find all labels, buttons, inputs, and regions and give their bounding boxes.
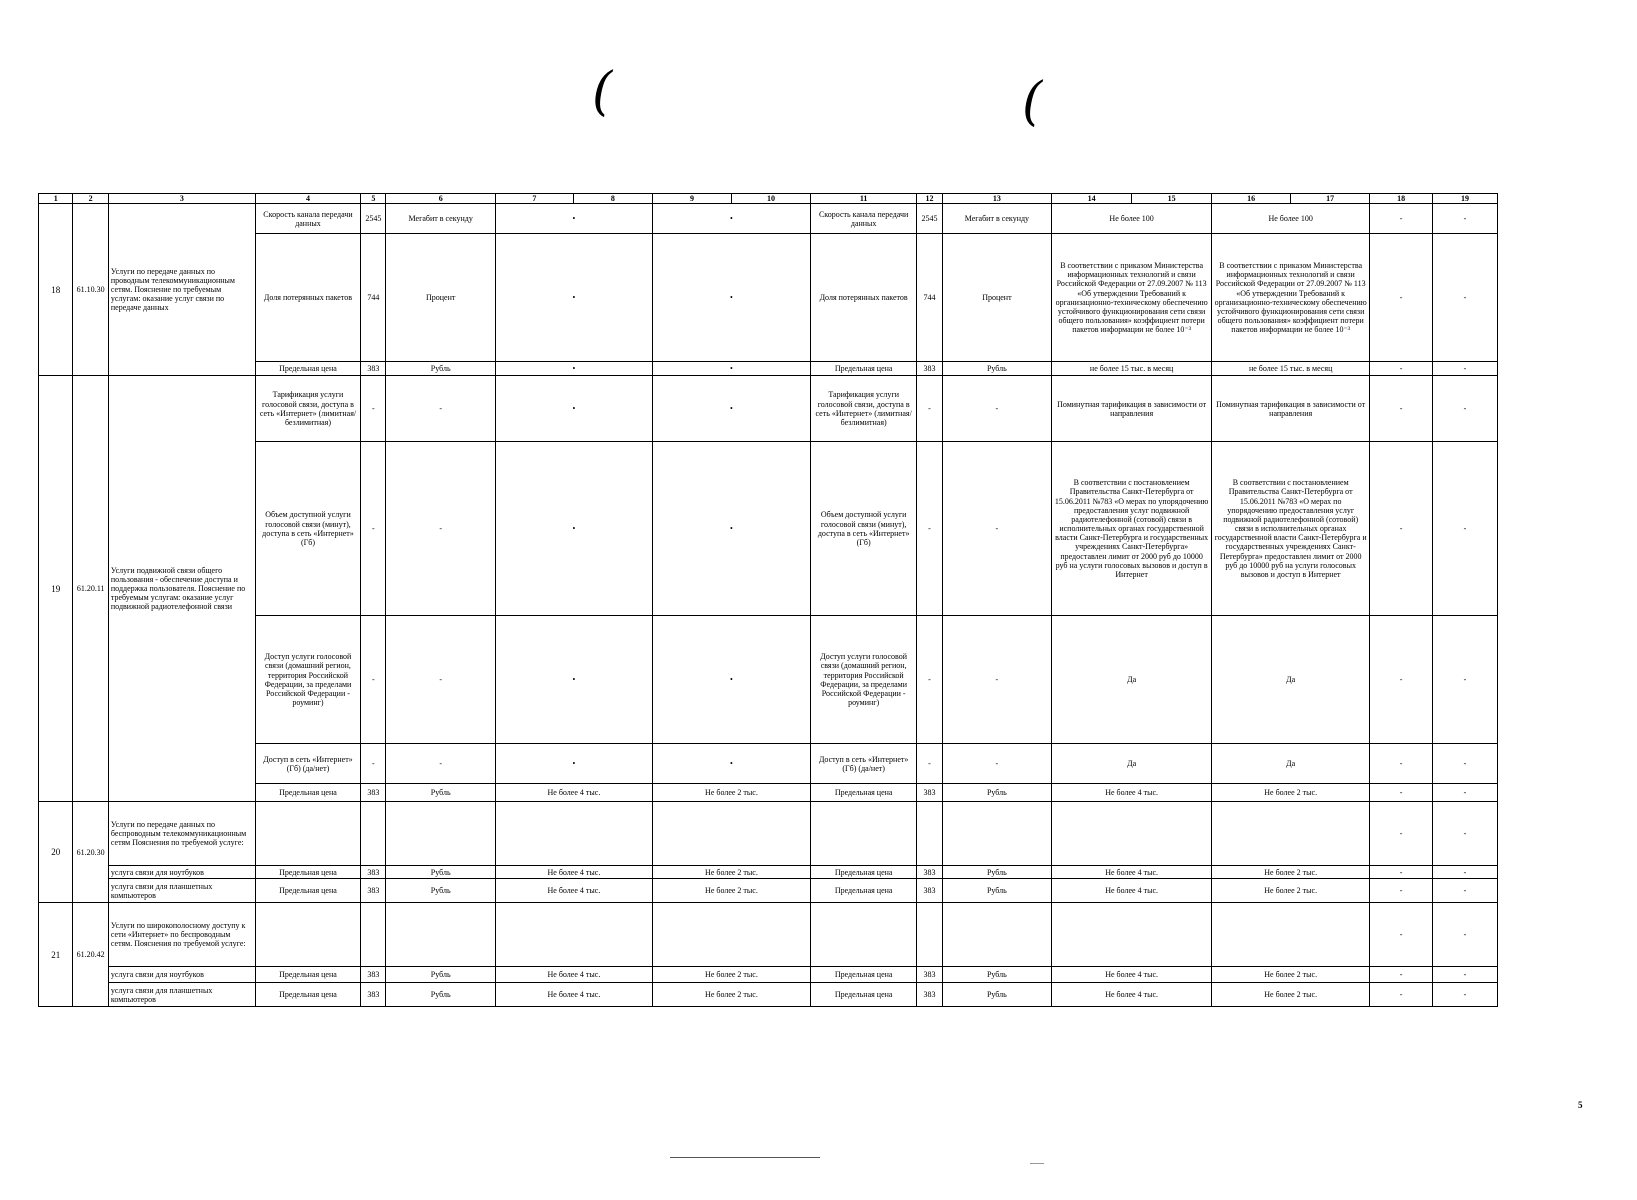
dash-cell: -	[1370, 376, 1433, 442]
table-row	[39, 879, 1498, 903]
table-row	[39, 983, 1498, 1007]
characteristic: Объем доступной услуги голосовой связи (минут), доступа в сеть «Интернет» (Гб)	[810, 442, 916, 616]
empty-cell	[386, 802, 495, 866]
col-header: 15	[1132, 194, 1212, 204]
characteristic: Предельная цена	[810, 983, 916, 1007]
value-cell: Не более 2 тыс.	[652, 784, 810, 802]
characteristic: Предельная цена	[810, 784, 916, 802]
value-cell: Не более 4 тыс.	[1052, 879, 1212, 903]
okei-code: 744	[917, 234, 942, 362]
empty-cell	[942, 903, 1051, 967]
dash-cell: -	[1433, 234, 1498, 362]
characteristic: Доступ в сеть «Интернет» (Гб) (да/нет)	[255, 744, 360, 784]
row-number: 18	[39, 204, 73, 376]
okpd-code: 61.20.11	[73, 376, 108, 802]
unit: Рубль	[942, 967, 1051, 983]
okei-code: 383	[361, 784, 386, 802]
dash-cell: -	[1370, 903, 1433, 967]
characteristic: Скорость канала передачи данных	[255, 204, 360, 234]
value-cell: Не более 4 тыс.	[495, 967, 652, 983]
handwritten-paren-left: (	[592, 62, 613, 122]
unit: Рубль	[942, 879, 1051, 903]
dash-cell: -	[1370, 234, 1433, 362]
dot-cell: •	[495, 442, 652, 616]
dash-cell: -	[1433, 866, 1498, 879]
dash-cell: -	[361, 616, 386, 744]
dot-cell: •	[652, 376, 810, 442]
dash-cell: -	[1433, 802, 1498, 866]
col-header: 13	[942, 194, 1051, 204]
dash-cell: -	[1370, 879, 1433, 903]
value-cell: Поминутная тарификация в зависимости от направления	[1052, 376, 1212, 442]
dash-cell: -	[1370, 967, 1433, 983]
value-cell: Не более 4 тыс.	[1052, 866, 1212, 879]
dash-cell: -	[386, 376, 495, 442]
characteristic: Объем доступной услуги голосовой связи (минут), доступа в сеть «Интернет» (Гб)	[255, 442, 360, 616]
value-cell: В соответствии с постановлением Правительства Санкт-Петербурга от 15.06.2011 №783 «О мерах по упорядочению предоставления услуг подвижной радиотелефонной (сотовой) связи в исполнительных органах государственной власти Санкт-Петербурга и государственных учреждениях Санкт-Петербурга» предоставлен лимит от 2000 руб до 10000 руб на услуги голосовых вызовов и доступ в Интернет	[1052, 442, 1212, 616]
dash-cell: -	[361, 442, 386, 616]
col-header: 16	[1212, 194, 1291, 204]
service-name: Услуги по передаче данных по проводным телекоммуникационным сетям. Пояснение по требуемым услугам: оказание услуг связи по передаче данных	[108, 204, 255, 376]
row-number: 20	[39, 802, 73, 903]
col-header: 3	[108, 194, 255, 204]
dot-cell: •	[652, 234, 810, 362]
dash-cell: -	[1370, 616, 1433, 744]
value-cell: Не более 2 тыс.	[652, 879, 810, 903]
col-header: 7	[495, 194, 573, 204]
dash-cell: -	[1370, 204, 1433, 234]
handwritten-paren-right: (	[1022, 72, 1043, 132]
dot-cell: •	[495, 204, 652, 234]
value-cell: Не более 2 тыс.	[1212, 983, 1370, 1007]
dash-cell: -	[917, 744, 942, 784]
value-cell: Не более 2 тыс.	[1212, 967, 1370, 983]
empty-cell	[917, 903, 942, 967]
table-row	[39, 784, 1498, 802]
empty-cell	[652, 802, 810, 866]
dash-cell: -	[1433, 744, 1498, 784]
empty-cell	[942, 802, 1051, 866]
characteristic: Предельная цена	[255, 784, 360, 802]
dash-cell: -	[1370, 362, 1433, 376]
okei-code: 383	[361, 362, 386, 376]
dash-cell: -	[917, 376, 942, 442]
dash-cell: -	[1433, 983, 1498, 1007]
dash-cell: -	[1433, 442, 1498, 616]
unit: Процент	[942, 234, 1051, 362]
unit: Мегабит в секунду	[942, 204, 1051, 234]
table-row	[39, 744, 1498, 784]
col-header: 19	[1433, 194, 1498, 204]
value-cell: Не более 4 тыс.	[1052, 983, 1212, 1007]
okei-code: 2545	[361, 204, 386, 234]
empty-cell	[810, 802, 916, 866]
unit: Рубль	[386, 362, 495, 376]
col-header: 8	[573, 194, 652, 204]
characteristic: Доля потерянных пакетов	[810, 234, 916, 362]
okei-code: 383	[917, 983, 942, 1007]
empty-cell	[810, 903, 916, 967]
col-header: 5	[361, 194, 386, 204]
requirements-table	[38, 193, 1498, 1007]
service-name: Услуги подвижной связи общего пользования - обеспечение доступа и поддержка пользователя. Пояснение по требуемым услугам: оказание услуг подвижной радиотелефонной связи	[108, 376, 255, 802]
dot-cell: •	[495, 616, 652, 744]
unit: Рубль	[942, 362, 1051, 376]
empty-cell	[361, 903, 386, 967]
okei-code: 383	[361, 967, 386, 983]
dash-cell: -	[1370, 744, 1433, 784]
unit: Процент	[386, 234, 495, 362]
okei-code: 383	[361, 879, 386, 903]
empty-cell	[255, 802, 360, 866]
empty-cell	[1212, 802, 1370, 866]
col-header: 11	[810, 194, 916, 204]
table-row	[39, 903, 1498, 967]
table-row	[39, 204, 1498, 234]
dash-cell: -	[386, 616, 495, 744]
dash-cell: -	[1433, 204, 1498, 234]
value-cell: не более 15 тыс. в месяц	[1052, 362, 1212, 376]
value-cell: Не более 100	[1212, 204, 1370, 234]
value-cell: Не более 4 тыс.	[495, 879, 652, 903]
dot-cell: •	[652, 744, 810, 784]
dash-cell: -	[1433, 903, 1498, 967]
dash-cell: -	[942, 616, 1051, 744]
table-row	[39, 234, 1498, 362]
value-cell: Не более 4 тыс.	[495, 983, 652, 1007]
value-cell: Поминутная тарификация в зависимости от направления	[1212, 376, 1370, 442]
value-cell: Да	[1052, 616, 1212, 744]
scan-artifact-line	[670, 1157, 820, 1158]
unit: Рубль	[942, 866, 1051, 879]
characteristic: Тарификация услуги голосовой связи, доступа в сеть «Интернет» (лимитная/безлимитная)	[810, 376, 916, 442]
table-row	[39, 362, 1498, 376]
table-row	[39, 376, 1498, 442]
dash-cell: -	[1370, 442, 1433, 616]
col-header: 12	[917, 194, 942, 204]
table-row	[39, 967, 1498, 983]
okpd-code: 61.10.30	[73, 204, 108, 376]
okei-code: 383	[917, 784, 942, 802]
value-cell: не более 15 тыс. в месяц	[1212, 362, 1370, 376]
characteristic: Предельная цена	[810, 879, 916, 903]
dot-cell: •	[495, 234, 652, 362]
unit: Рубль	[386, 784, 495, 802]
characteristic: Доступ услуги голосовой связи (домашний регион, территория Российской Федерации, за пределами Российской Федерации - роуминг)	[255, 616, 360, 744]
okei-code: 383	[361, 983, 386, 1007]
value-cell: Не более 4 тыс.	[1052, 784, 1212, 802]
empty-cell	[1212, 903, 1370, 967]
empty-cell	[495, 802, 652, 866]
scan-artifact-line	[1030, 1163, 1044, 1164]
col-header: 14	[1052, 194, 1132, 204]
characteristic: Доступ в сеть «Интернет» (Гб) (да/нет)	[810, 744, 916, 784]
value-cell: Не более 2 тыс.	[652, 967, 810, 983]
okei-code: 383	[361, 866, 386, 879]
dash-cell: -	[1370, 866, 1433, 879]
empty-cell	[1052, 802, 1212, 866]
value-cell: Да	[1052, 744, 1212, 784]
okei-code: 383	[917, 879, 942, 903]
dash-cell: -	[1370, 784, 1433, 802]
value-cell: Не более 4 тыс.	[495, 784, 652, 802]
col-header: 4	[255, 194, 360, 204]
sub-service: услуга связи для планшетных компьютеров	[108, 879, 255, 903]
empty-cell	[495, 903, 652, 967]
col-header: 18	[1370, 194, 1433, 204]
value-cell: Не более 2 тыс.	[1212, 866, 1370, 879]
dash-cell: -	[942, 376, 1051, 442]
empty-cell	[386, 903, 495, 967]
dash-cell: -	[917, 442, 942, 616]
dash-cell: -	[1433, 616, 1498, 744]
dot-cell: •	[495, 362, 652, 376]
dash-cell: -	[942, 744, 1051, 784]
unit: Мегабит в секунду	[386, 204, 495, 234]
value-cell: Не более 2 тыс.	[652, 983, 810, 1007]
value-cell: В соответствии с постановлением Правительства Санкт-Петербурга от 15.06.2011 №783 «О мерах по упорядочению предоставления услуг подвижной радиотелефонной (сотовой) связи в исполнительных органах государственной власти Санкт-Петербурга и государственных учреждениях Санкт-Петербурга» предоставлен лимит от 2000 руб до 10000 руб на услуги голосовых вызовов и доступ в Интернет	[1212, 442, 1370, 616]
page-number: 5	[1578, 1100, 1583, 1110]
value-cell: Да	[1212, 744, 1370, 784]
okei-code: 383	[917, 362, 942, 376]
characteristic: Предельная цена	[810, 866, 916, 879]
row-number: 19	[39, 376, 73, 802]
unit: Рубль	[386, 983, 495, 1007]
characteristic: Предельная цена	[255, 983, 360, 1007]
empty-cell	[652, 903, 810, 967]
col-header: 1	[39, 194, 73, 204]
okpd-code: 61.20.42	[73, 903, 108, 1007]
characteristic: Предельная цена	[255, 866, 360, 879]
empty-cell	[255, 903, 360, 967]
value-cell: Не более 4 тыс.	[495, 866, 652, 879]
empty-cell	[361, 802, 386, 866]
value-cell: Не более 4 тыс.	[1052, 967, 1212, 983]
value-cell: Да	[1212, 616, 1370, 744]
value-cell: Не более 2 тыс.	[652, 866, 810, 879]
row-number: 21	[39, 903, 73, 1007]
sub-service: услуга связи для планшетных компьютеров	[108, 983, 255, 1007]
characteristic: Скорость канала передачи данных	[810, 204, 916, 234]
table-row	[39, 866, 1498, 879]
header-row	[39, 194, 1498, 204]
dash-cell: -	[942, 442, 1051, 616]
value-cell: В соответствии с приказом Министерства информационных технологий и связи Российской Федерации от 27.09.2007 № 113 «Об утверждении Требований к организационно-техническому обеспечению устойчивого функционирования сети связи общего пользования» коэффициент потери пакетов информации не более 10⁻³	[1212, 234, 1370, 362]
empty-cell	[917, 802, 942, 866]
okei-code: 383	[917, 967, 942, 983]
dash-cell: -	[1433, 967, 1498, 983]
okei-code: 383	[917, 866, 942, 879]
dash-cell: -	[361, 744, 386, 784]
dash-cell: -	[1433, 784, 1498, 802]
value-cell: Не более 2 тыс.	[1212, 879, 1370, 903]
characteristic: Предельная цена	[255, 967, 360, 983]
dot-cell: •	[495, 376, 652, 442]
unit: Рубль	[942, 983, 1051, 1007]
unit: Рубль	[942, 784, 1051, 802]
dot-cell: •	[652, 204, 810, 234]
dash-cell: -	[386, 744, 495, 784]
dash-cell: -	[1370, 983, 1433, 1007]
dash-cell: -	[361, 376, 386, 442]
dash-cell: -	[1433, 879, 1498, 903]
unit: Рубль	[386, 866, 495, 879]
characteristic: Предельная цена	[810, 967, 916, 983]
dash-cell: -	[1433, 376, 1498, 442]
characteristic: Предельная цена	[255, 362, 360, 376]
characteristic: Предельная цена	[810, 362, 916, 376]
dot-cell: •	[652, 616, 810, 744]
dot-cell: •	[652, 442, 810, 616]
dash-cell: -	[917, 616, 942, 744]
service-name: Услуги по передаче данных по беспроводным телекоммуникационным сетям Пояснения по требуемой услуге:	[108, 802, 255, 866]
dot-cell: •	[495, 744, 652, 784]
okei-code: 744	[361, 234, 386, 362]
dash-cell: -	[1370, 802, 1433, 866]
dash-cell: -	[1433, 362, 1498, 376]
table-row	[39, 442, 1498, 616]
service-name: Услуги по широкополосному доступу к сети «Интернет» по беспроводным сетям. Пояснения по требуемой услуге:	[108, 903, 255, 967]
value-cell: Не более 2 тыс.	[1212, 784, 1370, 802]
characteristic: Доступ услуги голосовой связи (домашний регион, территория Российской Федерации, за пределами Российской Федерации - роуминг)	[810, 616, 916, 744]
col-header: 6	[386, 194, 495, 204]
value-cell: В соответствии с приказом Министерства информационных технологий и связи Российской Федерации от 27.09.2007 № 113 «Об утверждении Требований к организационно-техническому обеспечению устойчивого функционирования сети связи общего пользования» коэффициент потери пакетов информации не более 10⁻³	[1052, 234, 1212, 362]
characteristic: Доля потерянных пакетов	[255, 234, 360, 362]
characteristic: Предельная цена	[255, 879, 360, 903]
okpd-code: 61.20.30	[73, 802, 108, 903]
table-row	[39, 616, 1498, 744]
unit: Рубль	[386, 879, 495, 903]
value-cell: Не более 100	[1052, 204, 1212, 234]
col-header: 2	[73, 194, 108, 204]
dot-cell: •	[652, 362, 810, 376]
empty-cell	[1052, 903, 1212, 967]
okei-code: 2545	[917, 204, 942, 234]
col-header: 10	[731, 194, 810, 204]
col-header: 9	[652, 194, 731, 204]
characteristic: Тарификация услуги голосовой связи, доступа в сеть «Интернет» (лимитная/безлимитная)	[255, 376, 360, 442]
col-header: 17	[1291, 194, 1370, 204]
dash-cell: -	[386, 442, 495, 616]
sub-service: услуга связи для ноутбуков	[108, 967, 255, 983]
sub-service: услуга связи для ноутбуков	[108, 866, 255, 879]
table-row	[39, 802, 1498, 866]
unit: Рубль	[386, 967, 495, 983]
